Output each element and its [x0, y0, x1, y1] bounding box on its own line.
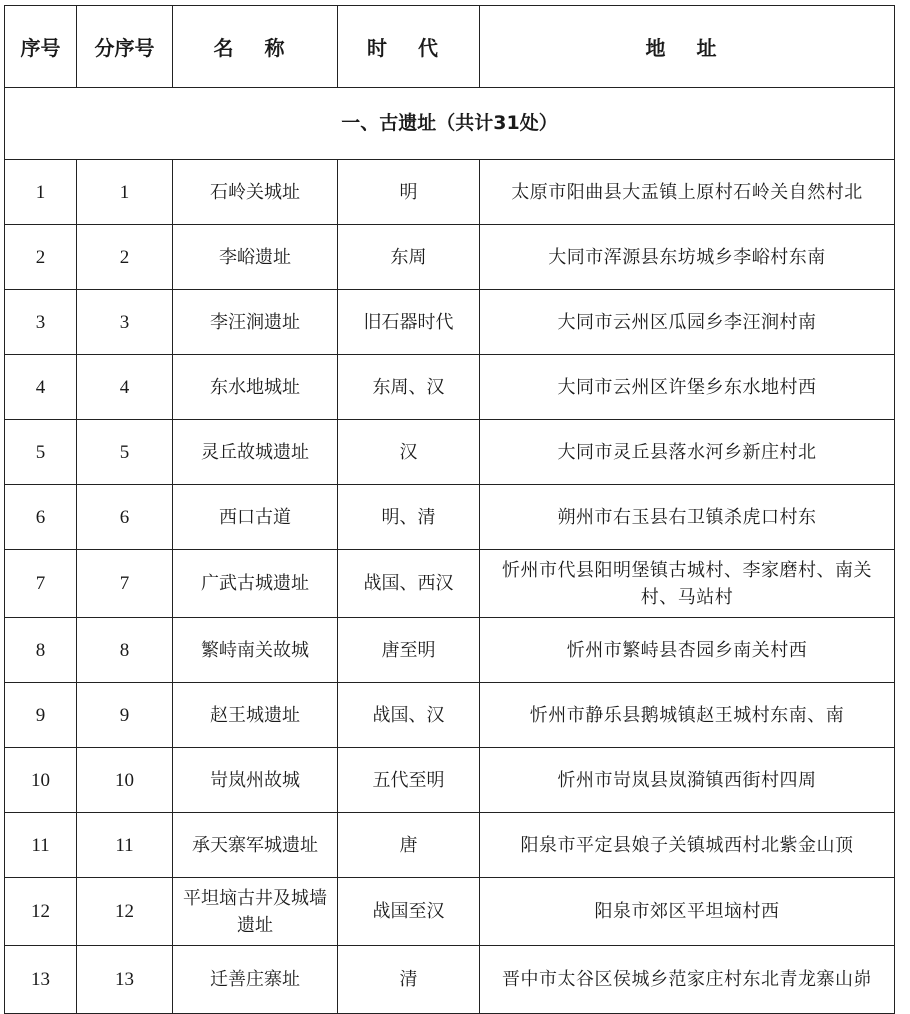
cell-sub-index: 13 [77, 946, 173, 1014]
cell-address: 朔州市右玉县右卫镇杀虎口村东 [480, 485, 895, 550]
section-row [5, 88, 895, 160]
table-row [5, 225, 895, 290]
cell-name: 西口古道 [173, 485, 338, 550]
table-row [5, 946, 895, 1014]
table-header-row [5, 6, 895, 88]
header-sub-index: 分序号 [77, 6, 173, 88]
cell-index: 11 [5, 813, 77, 878]
cell-sub-index: 11 [77, 813, 173, 878]
cell-sub-index: 2 [77, 225, 173, 290]
cell-name: 李峪遗址 [173, 225, 338, 290]
cell-name: 石岭关城址 [173, 160, 338, 225]
header-address: 地 址 [480, 6, 895, 88]
section-title: 一、古遗址（共计31处） [5, 88, 895, 160]
cell-index: 3 [5, 290, 77, 355]
cell-name: 灵丘故城遗址 [173, 420, 338, 485]
cell-address: 晋中市太谷区侯城乡范家庄村东北青龙寨山峁 [480, 946, 895, 1014]
cell-index: 1 [5, 160, 77, 225]
header-era: 时 代 [338, 6, 480, 88]
table-row [5, 420, 895, 485]
cell-address: 阳泉市郊区平坦垴村西 [480, 878, 895, 946]
table-row [5, 290, 895, 355]
cell-address: 大同市云州区瓜园乡李汪涧村南 [480, 290, 895, 355]
cell-index: 10 [5, 748, 77, 813]
cell-era: 唐至明 [338, 618, 480, 683]
cell-era: 东周、汉 [338, 355, 480, 420]
cell-era: 五代至明 [338, 748, 480, 813]
cell-name: 广武古城遗址 [173, 550, 338, 618]
cell-index: 2 [5, 225, 77, 290]
table-row [5, 485, 895, 550]
heritage-sites-table [4, 5, 895, 1014]
table-row [5, 813, 895, 878]
cell-era: 战国、汉 [338, 683, 480, 748]
table-row [5, 618, 895, 683]
cell-address: 太原市阳曲县大盂镇上原村石岭关自然村北 [480, 160, 895, 225]
cell-era: 旧石器时代 [338, 290, 480, 355]
table-row [5, 160, 895, 225]
cell-sub-index: 5 [77, 420, 173, 485]
cell-index: 6 [5, 485, 77, 550]
cell-era: 明 [338, 160, 480, 225]
cell-name: 岢岚州故城 [173, 748, 338, 813]
cell-name: 李汪涧遗址 [173, 290, 338, 355]
cell-address: 忻州市代县阳明堡镇古城村、李家磨村、南关村、马站村 [480, 550, 895, 618]
cell-address: 忻州市静乐县鹅城镇赵王城村东南、南 [480, 683, 895, 748]
table-row [5, 878, 895, 946]
cell-address: 忻州市岢岚县岚漪镇西街村四周 [480, 748, 895, 813]
cell-sub-index: 6 [77, 485, 173, 550]
cell-sub-index: 12 [77, 878, 173, 946]
cell-sub-index: 10 [77, 748, 173, 813]
cell-era: 东周 [338, 225, 480, 290]
cell-index: 8 [5, 618, 77, 683]
cell-era: 战国至汉 [338, 878, 480, 946]
cell-name: 东水地城址 [173, 355, 338, 420]
cell-sub-index: 4 [77, 355, 173, 420]
cell-era: 唐 [338, 813, 480, 878]
cell-index: 5 [5, 420, 77, 485]
table-row [5, 550, 895, 618]
header-name: 名 称 [173, 6, 338, 88]
cell-index: 4 [5, 355, 77, 420]
cell-index: 12 [5, 878, 77, 946]
heritage-table-page [4, 5, 894, 1014]
cell-sub-index: 3 [77, 290, 173, 355]
cell-name: 繁峙南关故城 [173, 618, 338, 683]
cell-index: 7 [5, 550, 77, 618]
cell-era: 汉 [338, 420, 480, 485]
cell-address: 大同市云州区许堡乡东水地村西 [480, 355, 895, 420]
cell-name: 平坦垴古井及城墙遗址 [173, 878, 338, 946]
cell-sub-index: 7 [77, 550, 173, 618]
cell-index: 13 [5, 946, 77, 1014]
cell-address: 大同市灵丘县落水河乡新庄村北 [480, 420, 895, 485]
cell-era: 明、清 [338, 485, 480, 550]
cell-era: 战国、西汉 [338, 550, 480, 618]
cell-address: 大同市浑源县东坊城乡李峪村东南 [480, 225, 895, 290]
cell-address: 阳泉市平定县娘子关镇城西村北紫金山顶 [480, 813, 895, 878]
cell-name: 迁善庄寨址 [173, 946, 338, 1014]
table-row [5, 748, 895, 813]
cell-sub-index: 1 [77, 160, 173, 225]
header-index: 序号 [5, 6, 77, 88]
cell-name: 承天寨军城遗址 [173, 813, 338, 878]
cell-sub-index: 9 [77, 683, 173, 748]
cell-address: 忻州市繁峙县杏园乡南关村西 [480, 618, 895, 683]
table-row [5, 355, 895, 420]
cell-index: 9 [5, 683, 77, 748]
cell-name: 赵王城遗址 [173, 683, 338, 748]
cell-sub-index: 8 [77, 618, 173, 683]
cell-era: 清 [338, 946, 480, 1014]
table-row [5, 683, 895, 748]
